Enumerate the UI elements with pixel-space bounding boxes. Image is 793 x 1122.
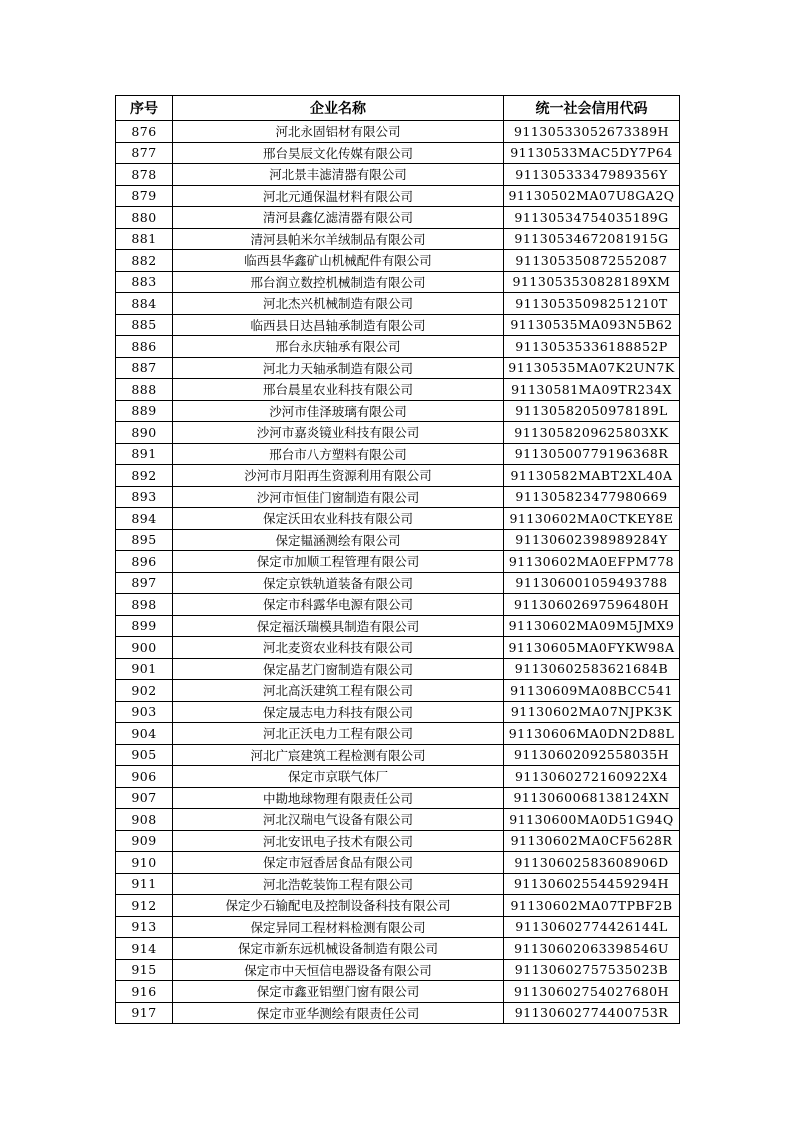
credit-code-cell: 91130502MA07U8GA2Q (504, 185, 680, 207)
table-row (116, 228, 680, 250)
table-row (116, 250, 680, 272)
serial-number-cell: 905 (116, 744, 173, 766)
serial-number-cell: 878 (116, 164, 173, 186)
credit-code-cell: 91130602398989284Y (504, 529, 680, 551)
credit-code-cell: 91130602754027680H (504, 981, 680, 1003)
company-name-cell: 保定市鑫亚铝塑门窗有限公司 (173, 981, 504, 1003)
credit-code-cell: 91130602MA09M5JMX9 (504, 615, 680, 637)
credit-code-cell: 91130602774426144L (504, 916, 680, 938)
credit-code-cell: 91130533347989356Y (504, 164, 680, 186)
table-row (116, 658, 680, 680)
table-row (116, 400, 680, 422)
company-name-cell: 临西县华鑫矿山机械配件有限公司 (173, 250, 504, 272)
serial-number-cell: 882 (116, 250, 173, 272)
table-row (116, 637, 680, 659)
credit-code-cell: 91130609MA08BCC541 (504, 680, 680, 702)
table-row (116, 164, 680, 186)
credit-code-cell: 91130602MA07TPBF2B (504, 895, 680, 917)
table-row (116, 379, 680, 401)
company-name-cell: 保定市新东远机械设备制造有限公司 (173, 938, 504, 960)
serial-number-cell: 886 (116, 336, 173, 358)
company-name-cell: 河北高沃建筑工程有限公司 (173, 680, 504, 702)
company-table-body (116, 121, 680, 1024)
company-name-cell: 河北麦资农业科技有限公司 (173, 637, 504, 659)
credit-code-cell: 91130582050978189L (504, 400, 680, 422)
serial-number-cell: 895 (116, 529, 173, 551)
serial-number-cell: 911 (116, 873, 173, 895)
serial-number-cell: 916 (116, 981, 173, 1003)
table-row (116, 293, 680, 315)
credit-code-cell: 91130602063398546U (504, 938, 680, 960)
credit-code-cell: 91130602774400753R (504, 1002, 680, 1024)
table-row (116, 916, 680, 938)
credit-code-cell: 91130500779196368R (504, 443, 680, 465)
header-credit-code: 统一社会信用代码 (504, 96, 680, 121)
credit-code-cell: 91130533MAC5DY7P64 (504, 142, 680, 164)
serial-number-cell: 883 (116, 271, 173, 293)
serial-number-cell: 908 (116, 809, 173, 831)
credit-code-cell: 91130602MA0CTKEY8E (504, 508, 680, 530)
company-name-cell: 保定异同工程材料检测有限公司 (173, 916, 504, 938)
serial-number-cell: 890 (116, 422, 173, 444)
serial-number-cell: 884 (116, 293, 173, 315)
credit-code-cell: 9113058209625803XK (504, 422, 680, 444)
credit-code-cell: 91130534754035189G (504, 207, 680, 229)
serial-number-cell: 876 (116, 121, 173, 143)
credit-code-cell: 91130535098251210T (504, 293, 680, 315)
credit-code-cell: 91130602092558035H (504, 744, 680, 766)
company-name-cell: 河北杰兴机械制造有限公司 (173, 293, 504, 315)
credit-code-cell: 91130602583608906D (504, 852, 680, 874)
serial-number-cell: 906 (116, 766, 173, 788)
table-row (116, 572, 680, 594)
table-row (116, 142, 680, 164)
serial-number-cell: 912 (116, 895, 173, 917)
table-row (116, 938, 680, 960)
serial-number-cell: 881 (116, 228, 173, 250)
table-row (116, 207, 680, 229)
serial-number-cell: 901 (116, 658, 173, 680)
table-row (116, 809, 680, 831)
table-row (116, 594, 680, 616)
company-name-cell: 河北浩乾装饰工程有限公司 (173, 873, 504, 895)
credit-code-cell: 91130582MABT2XL40A (504, 465, 680, 487)
credit-code-cell: 91130535MA093N5B62 (504, 314, 680, 336)
serial-number-cell: 892 (116, 465, 173, 487)
company-name-cell: 保定市亚华测绘有限责任公司 (173, 1002, 504, 1024)
company-name-cell: 保定京铁轨道装备有限公司 (173, 572, 504, 594)
company-name-cell: 沙河市嘉炎镜业科技有限公司 (173, 422, 504, 444)
table-row (116, 185, 680, 207)
credit-code-cell: 91130602554459294H (504, 873, 680, 895)
company-name-cell: 邢台市八方塑料有限公司 (173, 443, 504, 465)
credit-code-cell: 91130581MA09TR234X (504, 379, 680, 401)
credit-code-cell: 91130602MA07NJPK3K (504, 701, 680, 723)
company-name-cell: 保定市加顺工程管理有限公司 (173, 551, 504, 573)
table-row (116, 787, 680, 809)
credit-code-cell: 9113060272160922X4 (504, 766, 680, 788)
credit-code-cell: 91130535MA07K2UN7K (504, 357, 680, 379)
serial-number-cell: 904 (116, 723, 173, 745)
company-table (115, 95, 680, 1024)
company-name-cell: 河北永固铝材有限公司 (173, 121, 504, 143)
company-name-cell: 保定沃田农业科技有限公司 (173, 508, 504, 530)
company-name-cell: 邢台昊辰文化传媒有限公司 (173, 142, 504, 164)
serial-number-cell: 877 (116, 142, 173, 164)
table-row (116, 508, 680, 530)
credit-code-cell: 9113053530828189XM (504, 271, 680, 293)
company-name-cell: 保定福沃瑞模具制造有限公司 (173, 615, 504, 637)
header-serial-number: 序号 (116, 96, 173, 121)
table-row (116, 1002, 680, 1024)
credit-code-cell: 91130602697596480H (504, 594, 680, 616)
serial-number-cell: 879 (116, 185, 173, 207)
credit-code-cell: 91130602MA0EFPM778 (504, 551, 680, 573)
company-name-cell: 河北安讯电子技术有限公司 (173, 830, 504, 852)
serial-number-cell: 894 (116, 508, 173, 530)
serial-number-cell: 914 (116, 938, 173, 960)
company-name-cell: 保定晟志电力科技有限公司 (173, 701, 504, 723)
serial-number-cell: 880 (116, 207, 173, 229)
serial-number-cell: 909 (116, 830, 173, 852)
company-name-cell: 河北元通保温材料有限公司 (173, 185, 504, 207)
credit-code-cell: 911305823477980669 (504, 486, 680, 508)
company-name-cell: 保定少石输配电及控制设备科技有限公司 (173, 895, 504, 917)
company-name-cell: 邢台晨星农业科技有限公司 (173, 379, 504, 401)
company-table-header (116, 96, 680, 121)
company-name-cell: 清河县帕米尔羊绒制品有限公司 (173, 228, 504, 250)
table-row (116, 723, 680, 745)
serial-number-cell: 900 (116, 637, 173, 659)
serial-number-cell: 899 (116, 615, 173, 637)
serial-number-cell: 910 (116, 852, 173, 874)
table-row (116, 121, 680, 143)
table-row (116, 465, 680, 487)
table-row (116, 615, 680, 637)
serial-number-cell: 913 (116, 916, 173, 938)
table-row (116, 336, 680, 358)
serial-number-cell: 917 (116, 1002, 173, 1024)
company-name-cell: 保定晶艺门窗制造有限公司 (173, 658, 504, 680)
table-row (116, 422, 680, 444)
table-row (116, 744, 680, 766)
serial-number-cell: 885 (116, 314, 173, 336)
company-name-cell: 河北正沃电力工程有限公司 (173, 723, 504, 745)
serial-number-cell: 891 (116, 443, 173, 465)
credit-code-cell: 91130602757535023B (504, 959, 680, 981)
company-name-cell: 沙河市恒佳门窗制造有限公司 (173, 486, 504, 508)
serial-number-cell: 907 (116, 787, 173, 809)
table-row (116, 981, 680, 1003)
company-name-cell: 清河县鑫亿滤清器有限公司 (173, 207, 504, 229)
company-name-cell: 临西县日达昌轴承制造有限公司 (173, 314, 504, 336)
table-row (116, 486, 680, 508)
table-row (116, 357, 680, 379)
serial-number-cell: 915 (116, 959, 173, 981)
table-row (116, 852, 680, 874)
serial-number-cell: 903 (116, 701, 173, 723)
company-name-cell: 保定市冠香居食品有限公司 (173, 852, 504, 874)
company-name-cell: 邢台润立数控机械制造有限公司 (173, 271, 504, 293)
company-name-cell: 河北汉瑞电气设备有限公司 (173, 809, 504, 831)
company-name-cell: 沙河市佳泽玻璃有限公司 (173, 400, 504, 422)
company-name-cell: 河北广宸建筑工程检测有限公司 (173, 744, 504, 766)
company-name-cell: 河北力天轴承制造有限公司 (173, 357, 504, 379)
table-row (116, 551, 680, 573)
credit-code-cell: 91130533052673389H (504, 121, 680, 143)
serial-number-cell: 896 (116, 551, 173, 573)
credit-code-cell: 911305350872552087 (504, 250, 680, 272)
serial-number-cell: 888 (116, 379, 173, 401)
credit-code-cell: 91130602MA0CF5628R (504, 830, 680, 852)
credit-code-cell: 91130602583621684B (504, 658, 680, 680)
table-row (116, 895, 680, 917)
company-name-cell: 保定市京联气体厂 (173, 766, 504, 788)
credit-code-cell: 9113060068138124XN (504, 787, 680, 809)
credit-code-cell: 91130606MA0DN2D88L (504, 723, 680, 745)
table-row (116, 271, 680, 293)
serial-number-cell: 902 (116, 680, 173, 702)
header-company-name: 企业名称 (173, 96, 504, 121)
table-row (116, 766, 680, 788)
credit-code-cell: 91130535336188852P (504, 336, 680, 358)
table-row (116, 529, 680, 551)
table-row (116, 701, 680, 723)
company-name-cell: 保定市科露华电源有限公司 (173, 594, 504, 616)
table-row (116, 680, 680, 702)
company-name-cell: 保定韫涵测绘有限公司 (173, 529, 504, 551)
table-row (116, 830, 680, 852)
table-row (116, 959, 680, 981)
company-name-cell: 保定市中天恒信电器设备有限公司 (173, 959, 504, 981)
serial-number-cell: 887 (116, 357, 173, 379)
table-row (116, 314, 680, 336)
serial-number-cell: 898 (116, 594, 173, 616)
credit-code-cell: 91130600MA0D51G94Q (504, 809, 680, 831)
company-name-cell: 河北景丰滤清器有限公司 (173, 164, 504, 186)
company-name-cell: 邢台永庆轴承有限公司 (173, 336, 504, 358)
credit-code-cell: 91130605MA0FYKW98A (504, 637, 680, 659)
credit-code-cell: 91130534672081915G (504, 228, 680, 250)
company-name-cell: 中勘地球物理有限责任公司 (173, 787, 504, 809)
table-row (116, 873, 680, 895)
serial-number-cell: 897 (116, 572, 173, 594)
serial-number-cell: 893 (116, 486, 173, 508)
company-name-cell: 沙河市月阳再生资源利用有限公司 (173, 465, 504, 487)
serial-number-cell: 889 (116, 400, 173, 422)
table-row (116, 443, 680, 465)
credit-code-cell: 911306001059493788 (504, 572, 680, 594)
header-row (116, 96, 680, 121)
